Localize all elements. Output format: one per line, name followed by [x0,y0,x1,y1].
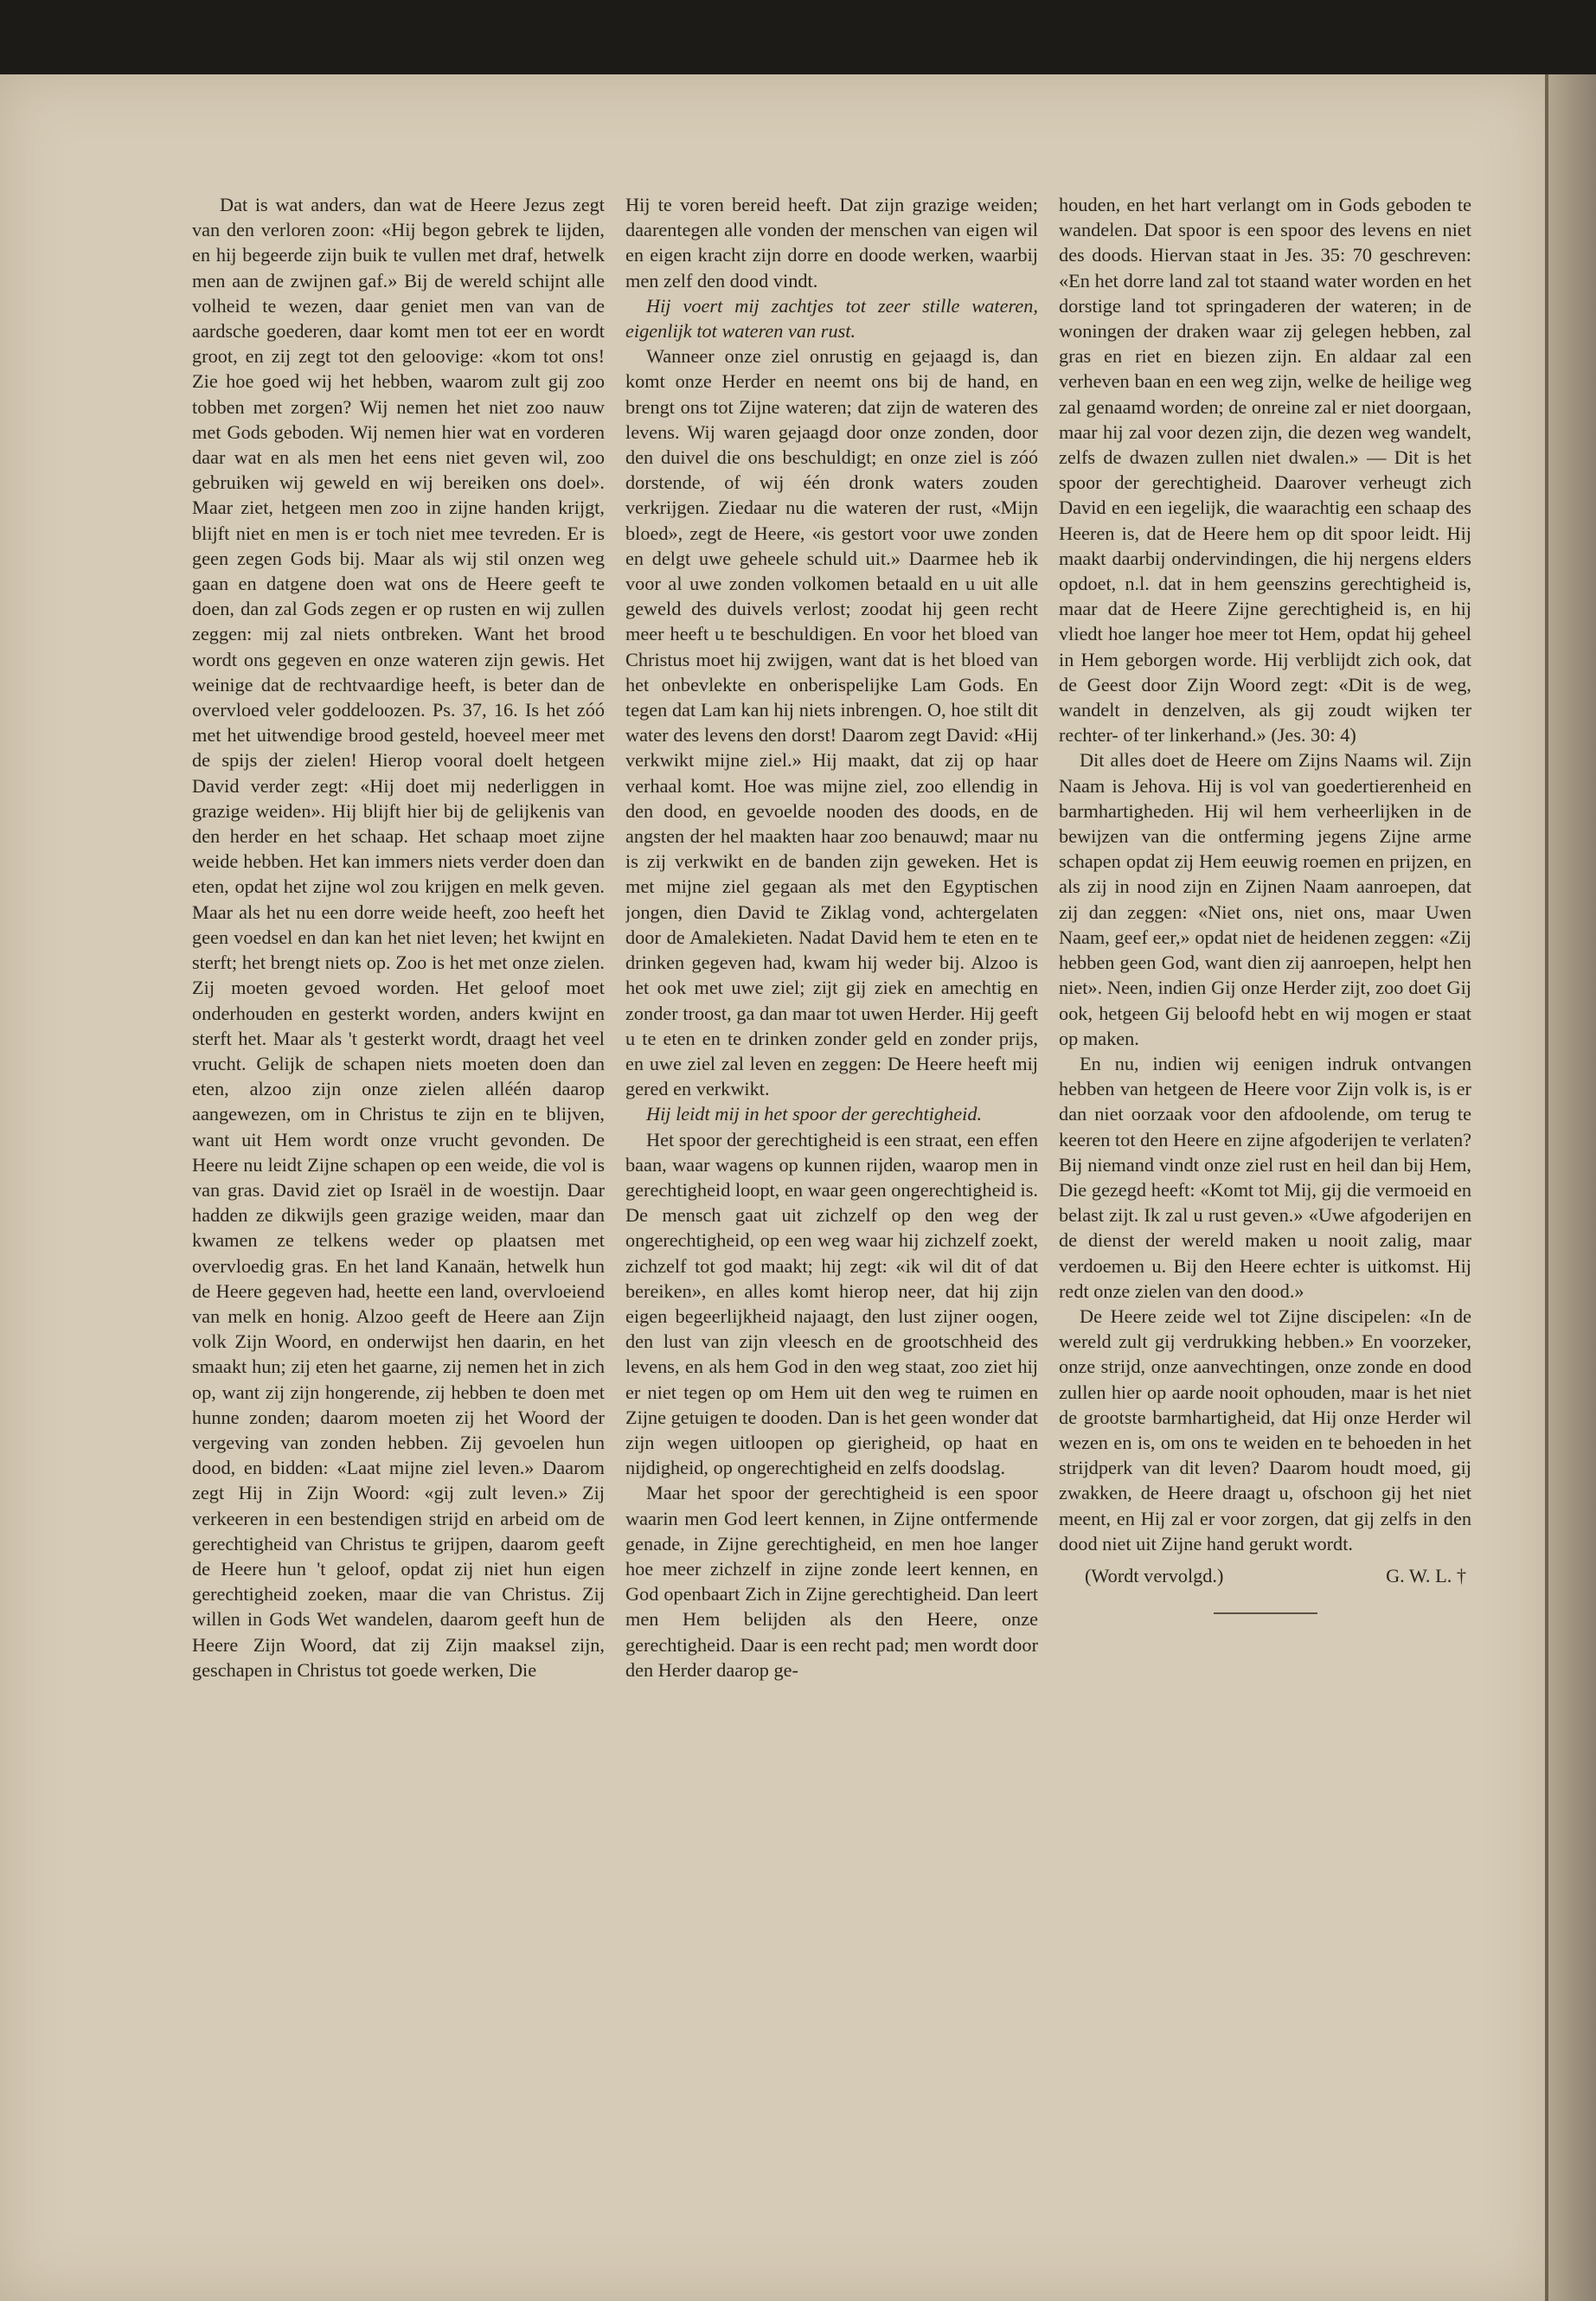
column-right [1059,192,1471,2182]
paragraph: Dat is wat anders, dan wat de Heere Jezus zegt van den verloren zoon: «Hij begon gebrek te lijden, en hij begeerde zijn buik te vullen met draf, hetwelk men aan de zwijnen gaf.» Bij de wereld schijnt alle volheid te wezen, daar geniet men van van de aardsche goederen, daar komt men tot eer en wordt groot, en zij zegt tot den geloovige: «kom tot ons! Zie hoe goed wij het hebben, waarom zult gij zoo tobben met zorgen? Wij nemen het niet zoo nauw met Gods geboden. Wij nemen hier wat en vorderen daar wat en als men het eens niet geven wil, zoo gebruiken wij geweld en wij bereiken ons doel». Maar ziet, hetgeen men zoo in zijne handen krijgt, blijft niet en men is er toch niet mee tevreden. Er is geen zegen Gods bij. Maar als wij stil onzen weg gaan en datgene doen wat ons de Heere geeft te doen, dan zal Gods zegen er op rusten en wij zullen zeggen: mij zal niets ontbreken. Want het brood wordt ons gegeven en onze wateren zijn gewis. Het weinige dat de rechtvaardige heeft, is beter dan de overvloed veler goddeloozen. Ps. 37, 16. Is het zóó met het uitwendige brood gesteld, hoeveel meer met de spijs der zielen! Hierop vooral doelt hetgeen David verder zegt: «Hij doet mij nederliggen in grazige weiden». Hij blijft hier bij de gelijkenis van den herder en het schaap. Het schaap moet zijne weide hebben. Het kan immers niets verder doen dan eten, opdat het zijne wol zou krijgen en melk geven. Maar als het nu een dorre weide heeft, zoo heeft het geen voedsel en dan kan het niet leven; het kwijnt en sterft; het brengt niets op. Zoo is het met onze zielen. Zij moeten gevoed worden. Het geloof moet onderhouden en gesterkt worden, anders kwijnt en sterft het. Maar als 't gesterkt wordt, draagt het veel vrucht. Gelijk de schapen niets moeten doen dan eten, alzoo zijn onze zielen alléén daarop aangewezen, om in Christus te zijn en te blijven, want uit Hem wordt onze vrucht gevonden. De Heere nu leidt Zijne schapen op een weide, die vol is van gras. David ziet op Israël in de woestijn. Daar hadden ze dikwijls geen grazige weiden, maar dan kwamen ze telkens weder op plaatsen met overvloedig gras. En het land Kanaän, hetwelk hun de Heere gegeven had, heette een land, overvloeiend van melk en honig. Alzoo geeft de Heere aan Zijn volk Zijn Woord, en onderwijst hen daarin, en het smaakt hun; zij eten het gaarne, zij nemen het in zich op, want zij zijn hongerende, zij hebben te doen met hunne zonden; daarom moeten zij het Woord der vergeving van zonden hebben. Zij gevoelen hun dood, en bidden: «Laat mijne ziel leven.» Daarom zegt Hij in Zijn Woord: «gij zult leven.» Zij verkeeren in een bestendigen strijd en arbeid om de gerechtigheid van Christus te grijpen, daarom geeft de Heere hun 't geloof, opdat zij niet hun eigen gerechtigheid zoeken, maar die van Christus. Zij willen in Gods Wet wandelen, daarom geeft hun de Heere Zijn Woord, dat zij Zijn maaksel zijn, geschapen in Christus tot goede werken, Die [192,194,605,1681]
article-footer [1059,1563,1471,1588]
continued-note: (Wordt vervolgd.) [1085,1564,1224,1586]
paragraph: Maar het spoor der gerechtigheid is een spoor waarin men God leert kennen, in Zijne ontfermende genade, in Zijne gerechtigheid, en men hoe langer hoe meer zichzelf in zijne zonde leert kennen, en God openbaart Zich in Zijne gerechtigheid. Dan leert men Hem belijden als den Heere, onze gerechtigheid. Daar is een recht pad; men wordt door den Herder daarop ge- [625,1482,1038,1681]
paragraph: En nu, indien wij eenigen indruk ontvangen hebben van hetgeen de Heere voor Zijn volk is, is er dan niet oorzaak voor den afdoolende, om terug te keeren tot den Heere en zijne afgoderijen te verlaten? Bij niemand vindt onze ziel rust en heil dan bij Hem, Die gezegd heeft: «Komt tot Mij, gij die vermoeid en belast zijt. Ik zal u rust geven.» «Uwe afgoderijen en de dienst der wereld maken u nooit zalig, maar verdoemen u. Bij den Heere echter is uitkomst. Hij redt onze zielen van den dood.» [1059,1052,1471,1302]
page-fold [1545,74,1548,2301]
verse-paragraph: Hij leidt mij in het spoor der gerechtigheid. [646,1103,983,1125]
paragraph: Het spoor der gerechtigheid is een straat, een effen baan, waar wagens op kunnen rijden, waarop men in gerechtigheid loopt, en waar geen ongerechtigheid is. De mensch gaat uit zichzelf op den weg der ongerechtigheid, op een weg waar hij zichzelf zoekt, zichzelf tot god maakt; hij zegt: «ik wil dit of dat bereiken», en alles komt hierop neer, dat hij zijn eigen begeerlijkheid najaagt, den lust zijner oogen, den lust van zijn vleesch en de grootschheid des levens, en als hem God in den weg staat, zoo ziet hij er niet tegen op om Hem uit den weg te ruimen en Zijne getuigen te dooden. Dan is het geen wonder dat zijn wegen uitloopen op gierigheid, op haat en nijdigheid, op ongerechtigheid en zelfs doodslag. [625,1128,1038,1479]
end-rule [1214,1612,1317,1614]
page-edge [1547,74,1596,2301]
verse-paragraph: Hij voert mij zachtjes tot zeer stille wateren, eigenlijk tot wateren van rust. [625,294,1038,343]
paragraph: Hij te voren bereid heeft. Dat zijn grazige weiden; daarentegen alle vonden der menschen van eigen wil en eigen kracht zijn dorre en doode werken, waarbij men zelf den dood vindt. [625,194,1038,292]
column-left [192,192,605,2182]
paragraph: houden, en het hart verlangt om in Gods geboden te wandelen. Dat spoor is een spoor des levens en niet des doods. Hiervan staat in Jes. 35: 70 geschreven: «En het dorre land zal tot staand water worden en het dorstige land tot springaderen der wateren; in de woningen der draken waar zij gelegen hebben, zal gras en riet en biezen zijn. En aldaar zal een verheven baan en een weg zijn, welke de heilige weg zal genaamd worden; de onreine zal er niet doorgaan, maar hij zal voor dezen zijn, die dezen weg wandelt, zelfs de dwazen zullen niet dwalen.» — Dit is het spoor der gerechtigheid. Daarover verheugt zich David en een iegelijk, die waarachtig een schaap des Heeren is, dat de Heere hem op dit spoor leidt. Hij maakt daarbij ondervindingen, die hij nergens elders opdoet, n.l. dat in hem geenszins gerechtigheid is, maar dat de Heere Zijne gerechtigheid is, en hij vliedt hoe langer hoe meer tot Hem, opdat hij geheel in Hem geborgen worde. Hij verblijdt zich ook, dat de Geest door Zijn Woord zegt: «Dit is de weg, wandelt in denzelven, als gij zoudt wijken ter rechter- of ter linkerhand.» (Jes. 30: 4) [1059,194,1471,747]
paragraph: De Heere zeide wel tot Zijne discipelen: «In de wereld zult gij verdrukking hebben.» En voorzeker, onze strijd, onze aanvechtingen, onze zonde en dood zullen hier op aarde nooit ophouden, maar is het niet de grootste barmhartigheid, dat Hij onze Herder wil wezen en is, om ons te weiden en te behoeden in het strijdperk van dit leven? Daarom houdt moed, gij zwakken, de Heere draagt u, ofschoon gij het niet meent, en Hij zal er voor zorgen, dat gij zelfs in den dood niet uit Zijne hand gerukt wordt. [1059,1304,1471,1554]
author-signature: G. W. L. † [1386,1564,1466,1586]
text-columns [192,192,1472,2182]
paragraph: Wanneer onze ziel onrustig en gejaagd is, dan komt onze Herder en neemt ons bij de hand, en brengt ons tot Zijne wateren; dat zijn de wateren des levens. Wij waren gejaagd door onze zonden, door den duivel die ons beschuldigt; en onze ziel is zóó dorstende, of wij één dronk waters zouden verkrijgen. Ziedaar nu die wateren der rust, «Mijn bloed», zegt de Heere, «is gestort voor uwe zonden en delgt uwe geheele schuld uit.» Daarmee heb ik voor al uwe zonden volkomen betaald en u uit alle geweld des duivels verlost; zoodat hij geen recht meer heeft u te beschuldigen. En voor het bloed van Christus moet hij zwijgen, want dat is het bloed van het onbevlekte en onberispelijke Lam Gods. En tegen dat Lam kan hij niets inbrengen. O, hoe stilt dit water des levens den dorst! Daarom zegt David: «Hij verkwikt mijne ziel.» Hij maakt, dat zij op haar verhaal komt. Hoe was mijne ziel, zoo ellendig in den dood, en gevoelde nooden des doods, en de angsten der hel maakten haar zoo benauwd; maar nu is zij verkwikt en de banden zijn geweken. Het is met mijne ziel gegaan als met den Egyptischen jongen, dien David te Ziklag vond, achtergelaten door de Amalekieten. Nadat David hem te eten en te drinken gegeven had, kwam hij weder bij. Alzoo is het ook met uwe ziel; zijt gij ziek en amechtig en zonder troost, ga dan maar tot uwen Herder. Hij geeft u te eten en te drinken zonder geld en zonder prijs, en uwe ziel zal leven en zeggen: De Heere heeft mij gered en verkwikt. [625,345,1038,1100]
column-middle [625,192,1038,2182]
paragraph: Dit alles doet de Heere om Zijns Naams wil. Zijn Naam is Jehova. Hij is vol van goedertierenheid en barmhartigheden. Hij wil hem verheerlijken in de bewijzen van die ontferming jegens Zijne arme schapen opdat zij Hem eeuwig roemen en prijzen, en als zij in nood zijn en Zijnen Naam aanroepen, dat zij dan zeggen: «Niet ons, niet ons, maar Uwen Naam, geef eer,» opdat niet de heidenen zeggen: «Zij hebben geen God, want dien zij aanroepen, helpt hen niet». Neen, indien Gij onze Herder zijt, zoo doet Gij ook, hetgeen Gij beloofd hebt en wij mogen er staat op maken. [1059,749,1471,1049]
